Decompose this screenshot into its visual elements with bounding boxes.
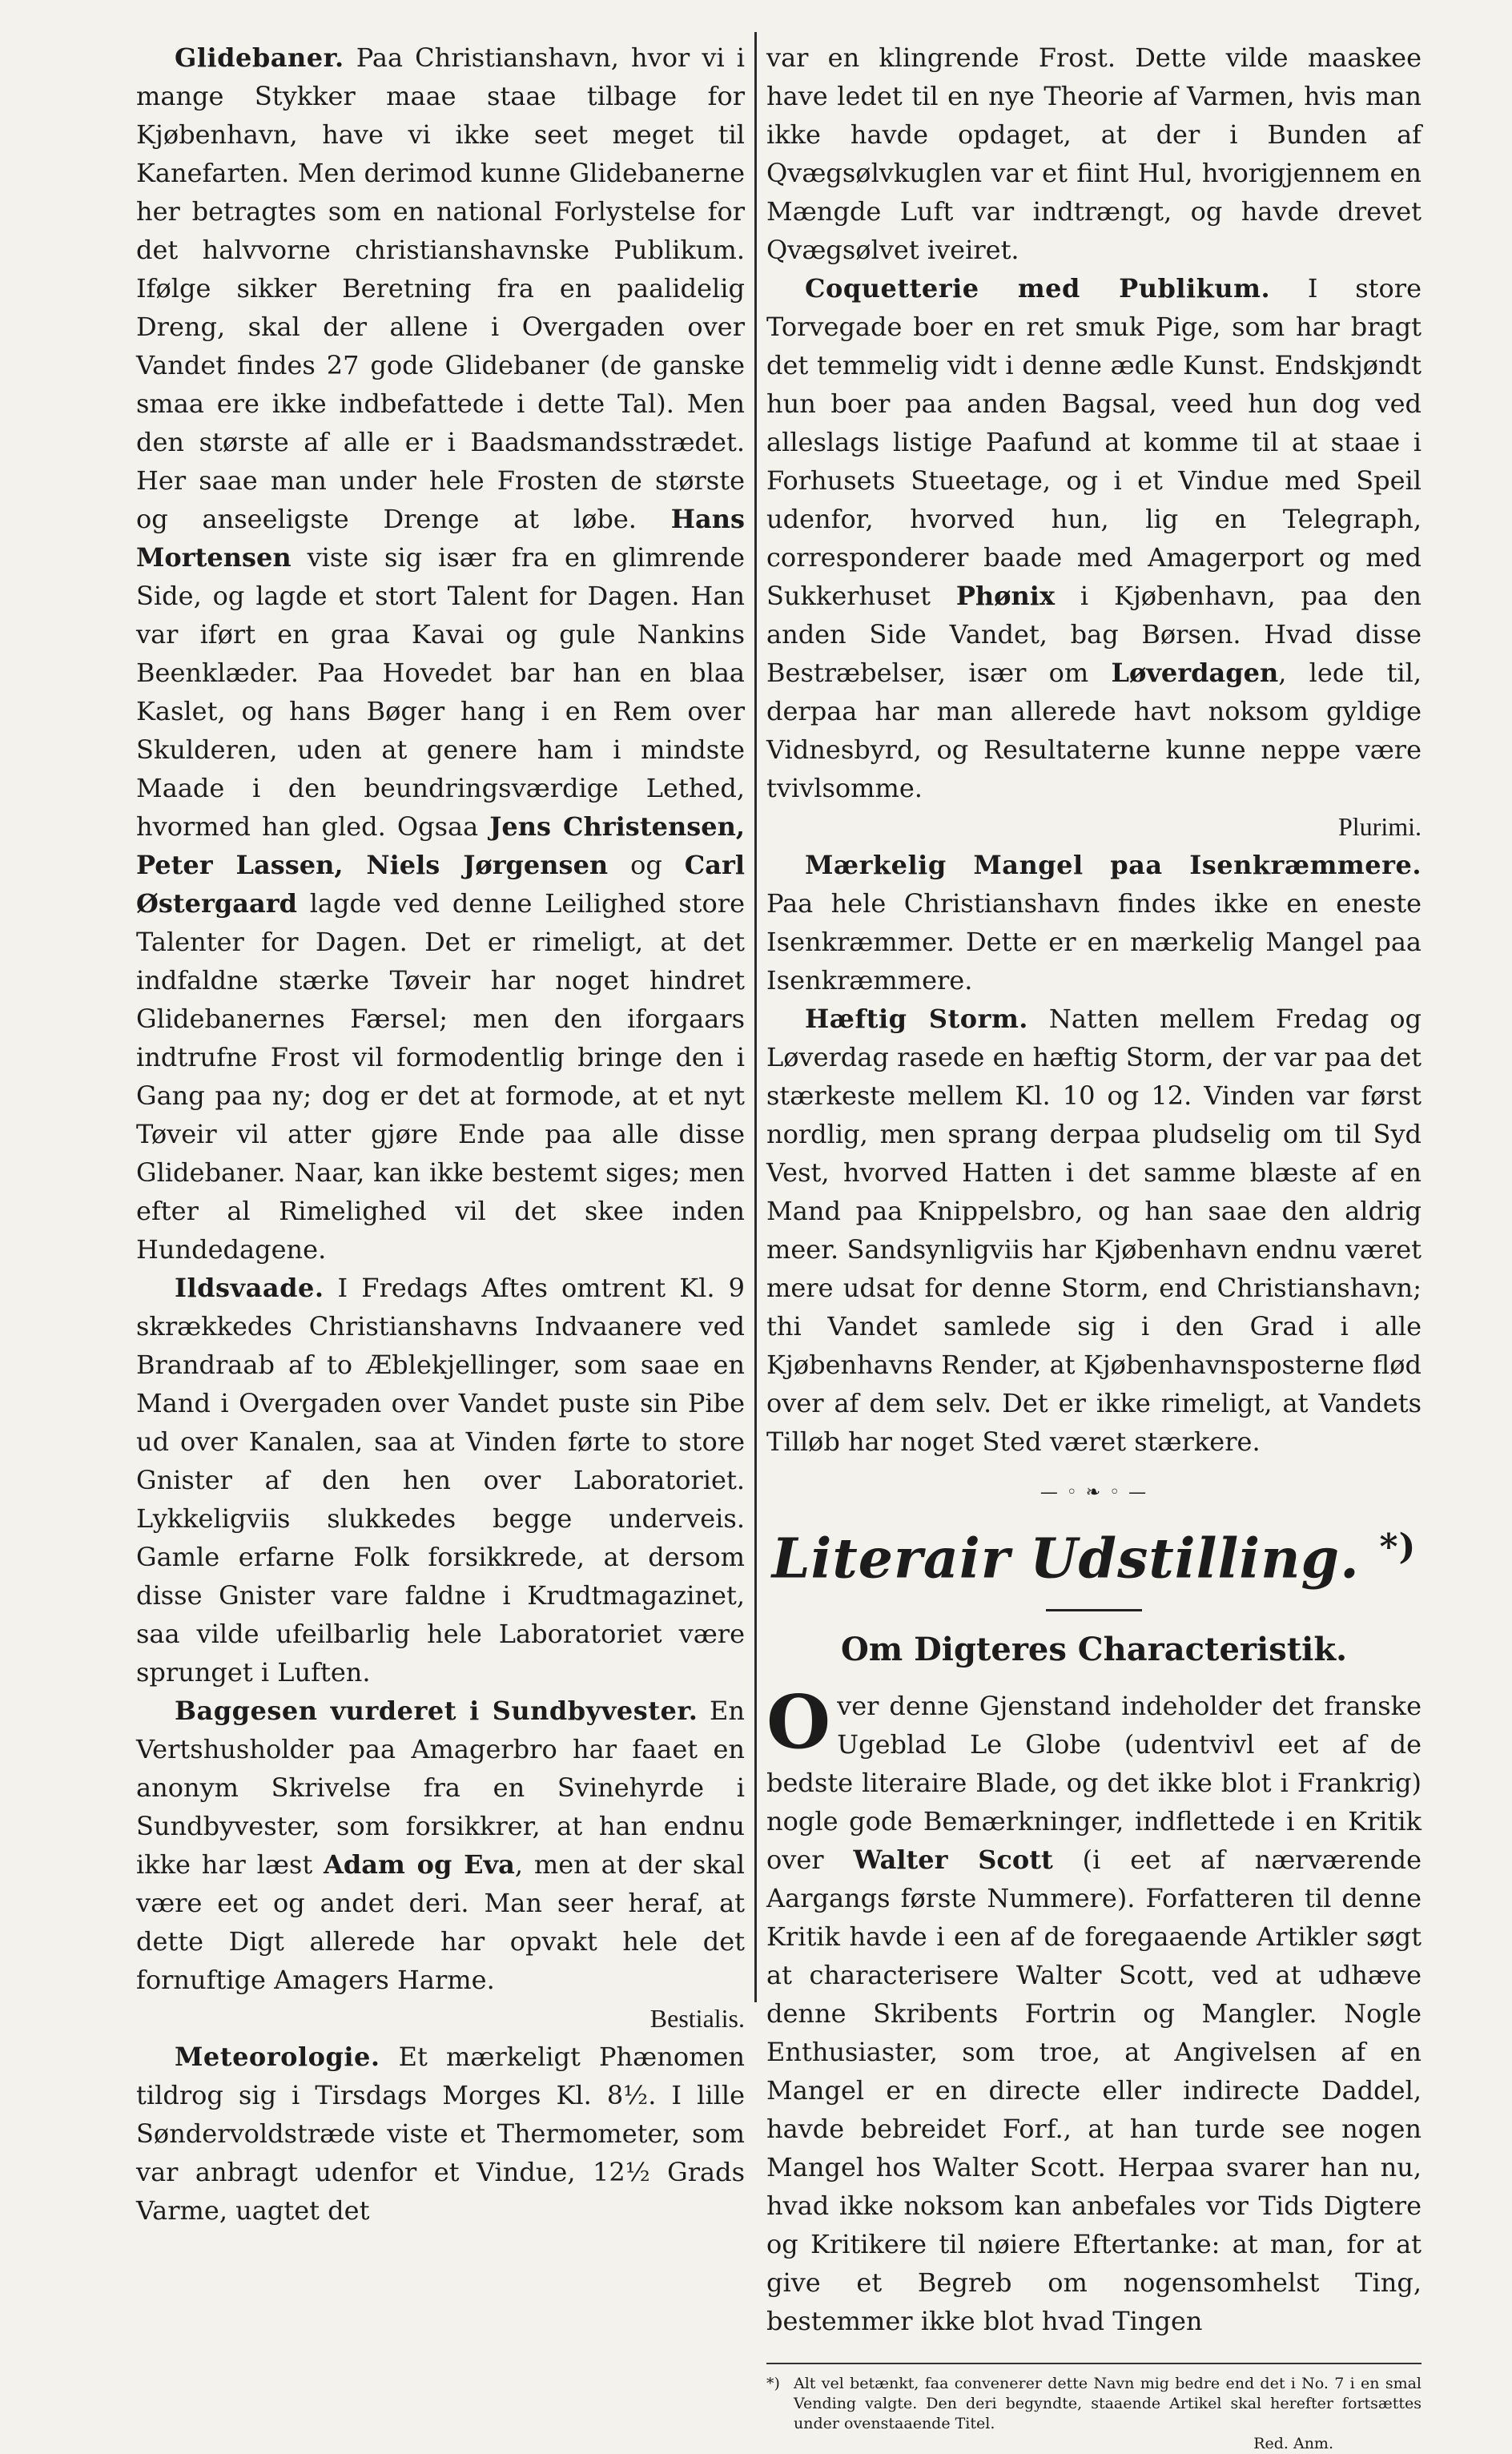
article-ildsvaade xyxy=(136,1269,745,1692)
names-others: Jens Christensen, Peter Lassen, Niels Jørgensen xyxy=(136,811,746,880)
heading-baggesen: Baggesen vurderet i Sundbyvester. xyxy=(175,1696,698,1726)
heading-glidebaner: Glidebaner. xyxy=(175,42,344,73)
signature-bestialis: Bestialis. xyxy=(649,2004,745,2033)
heading-coquetterie: Coquetterie med Publikum. xyxy=(805,273,1271,304)
title-rule xyxy=(1046,1609,1142,1611)
meteorologie-text: Et mærkeligt Phænomen tildrog sig i Tirsdags Morges Kl. 8½. I lille Søndervoldstræde viste et Thermometer, som var anbragt udenfor et Vindue, 12½ Grads Varme, uagtet det xyxy=(136,2042,746,2226)
footnote-mark: *) xyxy=(766,2374,780,2392)
name-carl-ostergaard: Carl Østergaard xyxy=(136,850,745,919)
ornament-divider-icon: — ◦ ❧ ◦ — xyxy=(1040,1482,1148,1503)
glidebaner-text-4: lagde ved denne Leilighed store Talenter for Dagen. Det er rimeligt, at det indfaldne stærke Tøveir har noget hindret Glidebanernes Færsel; men den iforgaars indtrufne Frost vil formodentlig bringe den i Gang paa ny; dog er det at formode, at et nyt Tøveir vil atter gjøre Ende paa alle disse Glidebaner. Naar, kan ikke bestemt siges; men efter al Rimelighed vil det skee inden Hundedagene. xyxy=(136,888,746,1265)
glidebaner-text-2: viste sig især fra en glimrende Side, og lagde et stort Talent for Dagen. Han var iført en graa Kavai og gule Nankins Beenklæder. Paa Hovedet bar han en blaa Kaslet, og hans Bøger hang i en Rem over Skulderen, uden at genere ham i mindste Maade i den beundringsværdige Lethed, hvormed han gled. Ogsaa xyxy=(136,542,746,842)
footnote-text: Alt vel betænkt, faa convenerer dette Navn mig bedre end det i No. 7 i en smal Vending valgte. Den deri begyndte, staaende Artikel skal herefter fortsættes under ovenstaaende Titel. xyxy=(794,2374,1422,2432)
title-adam-og-eva: Adam og Eva xyxy=(324,1849,515,1880)
article-subtitle: Om Digteres Characteristik. xyxy=(840,1630,1348,1668)
literair-text-2: (i eet af nærværende Aargangs første Nummere). Forfatteren til denne Kritik havde i een af de foregaaende Artikler søgt at characterisere Walter Scott, ved at udhæve denne Skribents Fortrin og Mangler. Nogle Enthusiaster, som troe, at Angivelsen af en Mangel er en directe eller indirecte Daddel, havde bebreidet Forf., at han turde see nogen Mangel hos Walter Scott. Herpaa svarer han nu, hvad ikke noksom kan anbefales vor Tids Digtere og Kritikere til nøiere Eftertanke: at man, for at give et Begreb om nogensomhelst Ting, bestemmer ikke blot hvad Tingen xyxy=(766,1844,1422,2336)
drop-cap: O xyxy=(766,1678,831,1765)
section-title xyxy=(766,1509,1422,1598)
signature-plurimi: Plurimi. xyxy=(1337,812,1422,841)
footnote xyxy=(766,2374,1422,2434)
article-baggesen xyxy=(136,1692,745,1999)
article-coquetterie xyxy=(766,269,1422,807)
baggesen-text-2: , men at der skal være eet og andet deri. Man seer heraf, at dette Digt allerede har opvakt hele det fornuftige Amagers Harme. xyxy=(136,1849,745,1995)
right-column xyxy=(766,38,1422,2454)
article-glidebaner xyxy=(136,38,745,1269)
column-divider xyxy=(754,32,757,2002)
name-walter-scott: Walter Scott xyxy=(853,1844,1053,1875)
article-mangel xyxy=(766,846,1422,1000)
section-title-text: Literair Udstilling. xyxy=(771,1527,1360,1591)
word-loverdagen: Løverdagen xyxy=(1111,658,1279,688)
coquetterie-text-3: , lede til, derpaa har man allerede havt noksom gyldige Vidnesbyrd, og Resultaterne kunne neppe være tvivlsomme. xyxy=(766,658,1422,803)
name-hans-mortensen: Hans Mortensen xyxy=(136,504,746,573)
heading-ildsvaade: Ildsvaade. xyxy=(175,1273,324,1303)
glidebaner-text-1: Paa Christianshavn, hvor vi i mange Stykker maae staae tilbage for Kjøbenhavn, have vi ikke seet meget til Kanefarten. Men derimod kunne Glidebanerne her betragtes som en national Forlystelse for det halvvorne christianshavnske Publikum. Ifølge sikker Beretning fra en paalidelig Dreng, skal der allene i Overgaden over Vandet findes 27 gode Glidebaner (de ganske smaa ere ikke indbefattede i dette Tal). Men den største af alle er i Baadsmandsstrædet. Her saae man under hele Frosten de største og anseeligste Drenge at løbe. xyxy=(136,42,746,534)
heading-meteorologie: Meteorologie. xyxy=(175,2042,380,2072)
footnote-reference: *) xyxy=(1379,1527,1417,1567)
article-storm xyxy=(766,1000,1422,1461)
coquetterie-text-2: i Kjøbenhavn, paa den anden Side Vandet, bag Børsen. Hvad disse Bestræbelser, især om xyxy=(766,581,1422,688)
heading-mangel: Mærkelig Mangel paa Isenkræmmere. xyxy=(805,850,1422,880)
article-meteorologie xyxy=(136,2038,745,2230)
heading-storm: Hæftig Storm. xyxy=(805,1004,1028,1034)
storm-text: Natten mellem Fredag og Løverdag rasede en hæftig Storm, der var paa det stærkeste mellem Kl. 10 og 12. Vinden var først nordlig, men sprang derpaa pludselig om til Syd Vest, hvorved Hatten i det samme blæste af en Mand paa Knippelsbro, og han saae den aldrig meer. Sandsynligviis har Kjøbenhavn endnu været mere udsat for denne Storm, end Christianshavn; thi Vandet samlede sig i den Grad i alle Kjøbenhavns Render, at Kjøbenhavnsposterne flød over af dem selv. Det er ikke rimeligt, at Vandets Tilløb har noget Sted været stærkere. xyxy=(766,1004,1422,1457)
footnote-signature: Red. Anm. xyxy=(1253,2434,1333,2452)
ildsvaade-text: I Fredags Aftes omtrent Kl. 9 skrækkedes Christianshavns Indvaanere ved Brandraab af to Æblekjellinger, som saae en Mand i Overgaden over Vandet puste sin Pibe ud over Kanalen, saa at Vinden førte to store Gnister af den hen over Laboratoriet. Lykkeligviis slukkedes begge underveis. Gamle erfarne Folk forsikkrede, at dersom disse Gnister vare faldne i Krudtmagazinet, saa vilde ufeilbarlig hele Laboratoriet være sprunget i Luften. xyxy=(136,1273,746,1688)
article-literair xyxy=(766,1678,1422,2340)
baggesen-text-1: En Vertshusholder paa Amagerbro har faaet en anonym Skrivelse fra en Svinehyrde i Sundbyvester, som forsikkrer, at han endnu ikke har læst xyxy=(136,1696,746,1880)
mangel-text: Paa hele Christianshavn findes ikke en eneste Isenkræmmer. Dette er en mærkelig Mangel paa Isenkræmmere. xyxy=(766,888,1422,996)
name-phonix: Phønix xyxy=(955,581,1056,611)
coquetterie-text-1: I store Torvegade boer en ret smuk Pige, som har bragt det temmelig vidt i denne ædle Kunst. Endskjøndt hun boer paa anden Bagsal, veed hun dog ved alleslags listige Paafund at komme til at staae i Forhusets Stueetage, og i et Vindue med Speil udenfor, hvorved hun, lig en Telegraph, corresponderer baade med Amagerport og med Sukkerhuset xyxy=(766,273,1422,611)
left-column xyxy=(136,38,745,2230)
footnote-rule xyxy=(766,2363,1422,2364)
literair-text-1: ver denne Gjenstand indeholder det franske Ugeblad Le Globe (udentvivl eet af de bedste literaire Blade, og det ikke blot i Frankrig) nogle gode Bemærkninger, indflettede i en Kritik over xyxy=(766,1690,1422,1875)
meteorologie-continued: var en klingrende Frost. Dette vilde maaskee have ledet til en nye Theorie af Varmen, hvis man ikke havde opdaget, at der i Bunden af Qvægsølvkuglen var et fiint Hul, hvorigjennem en Mængde Luft var indtrængt, og havde drevet Qvægsølvet iveiret. xyxy=(766,42,1422,265)
glidebaner-text-3: og xyxy=(630,850,662,880)
